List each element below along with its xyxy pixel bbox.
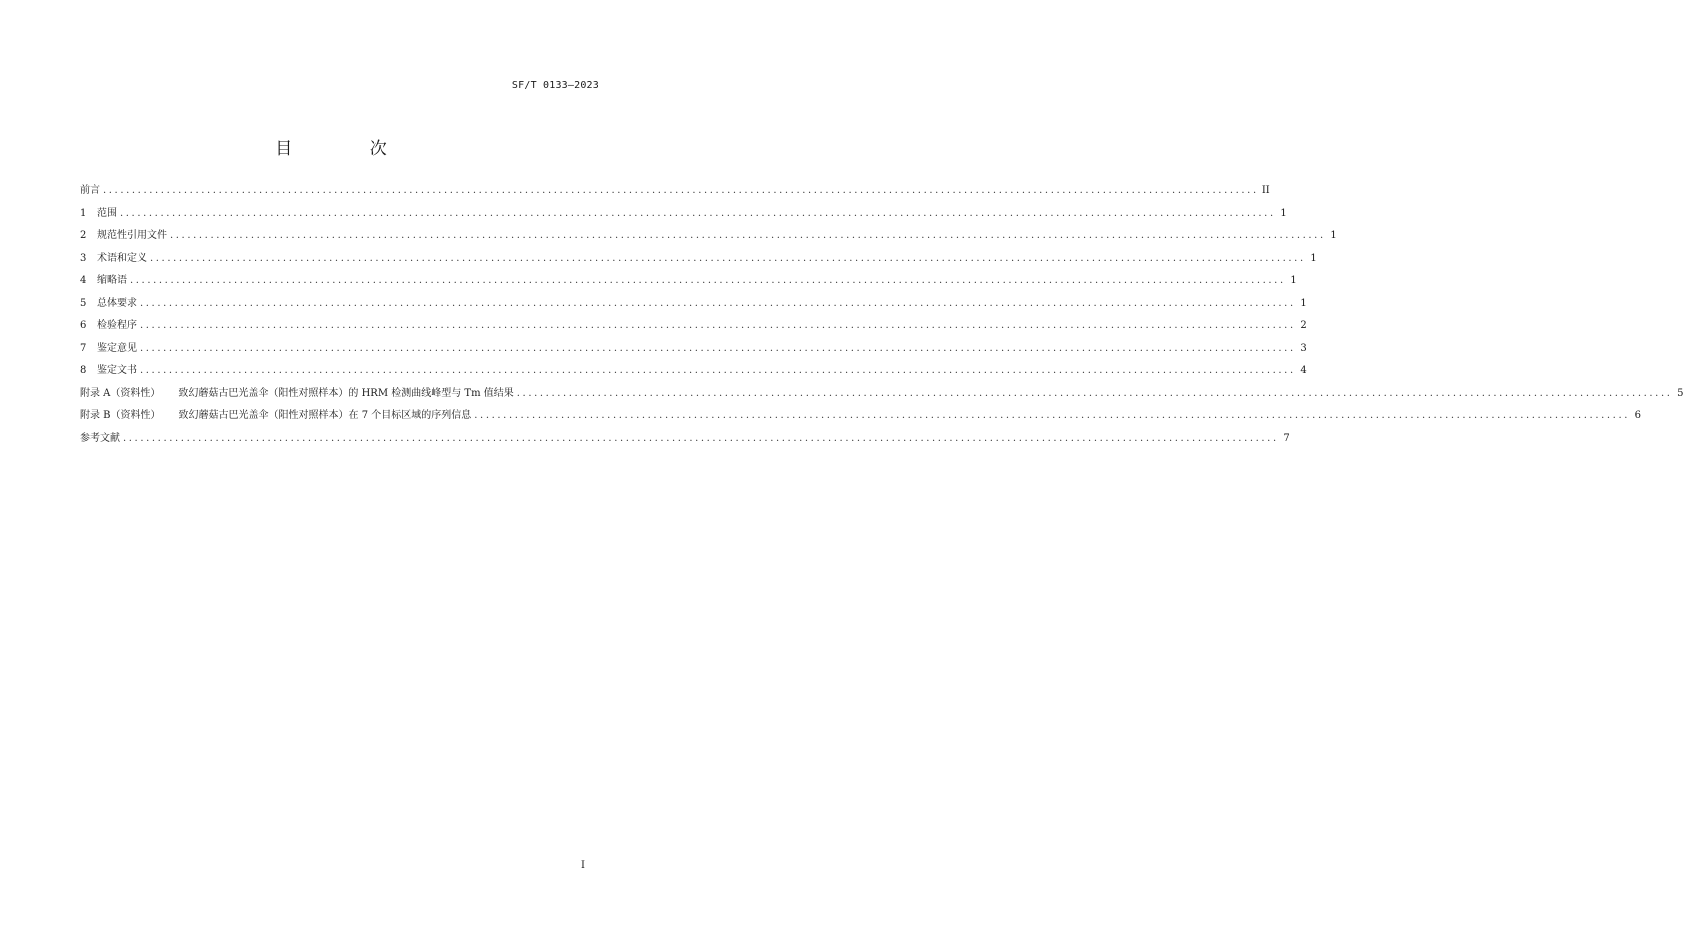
toc-entry-page: 1 xyxy=(1310,252,1317,264)
toc-entry-3[interactable] xyxy=(80,248,1317,271)
toc-entry-page: 2 xyxy=(1300,320,1307,331)
toc-entry-label: 附录 B（资料性） xyxy=(80,410,161,421)
toc-leader-dots: ........................................................................................................................................................................................................ xyxy=(150,252,1306,264)
toc-entry-page: II xyxy=(1261,185,1270,196)
toc-entry-label: 鉴定文书 xyxy=(97,365,137,376)
toc-entry-label: 检验程序 xyxy=(97,320,137,331)
toc-entry-6[interactable] xyxy=(80,315,1307,338)
toc-entry-number: 4 xyxy=(80,275,87,286)
toc-entry-label: 总体要求 xyxy=(97,297,137,309)
toc-leader-dots: ........................................................................................................................................................................................................ xyxy=(140,297,1296,309)
toc-entry-label: 参考文献 xyxy=(80,432,120,444)
toc-entry-bibliography[interactable] xyxy=(80,428,1290,451)
table-of-contents xyxy=(80,180,1684,450)
toc-entry-number: 6 xyxy=(80,320,87,331)
toc-leader-dots: ........................................................................................................................................................................................................ xyxy=(140,342,1296,354)
document-code: SF/T 0133—2023 xyxy=(511,80,599,91)
toc-entry-number: 5 xyxy=(80,297,87,309)
toc-entry-number: 3 xyxy=(80,252,87,264)
toc-leader-dots: ........................................................................................................................................................................................................ xyxy=(130,275,1286,286)
toc-entry-page: 1 xyxy=(1290,275,1297,286)
toc-entry-8[interactable] xyxy=(80,360,1307,383)
toc-leader-dots: ........................................................................................................................................................................................................ xyxy=(474,410,1631,421)
toc-entry-number: 7 xyxy=(80,342,87,354)
toc-leader-dots: ........................................................................................................................................................................................................ xyxy=(103,185,1259,196)
toc-entry-label: 前言 xyxy=(80,185,100,196)
toc-entry-annex-a[interactable] xyxy=(80,383,1684,406)
toc-entry-label: 范围 xyxy=(97,207,117,219)
toc-leader-dots: ........................................................................................................................................................................................................ xyxy=(170,230,1326,241)
toc-entry-label: 附录 A（资料性） xyxy=(80,387,161,399)
toc-entry-label: 鉴定意见 xyxy=(97,342,137,354)
toc-entry-4[interactable] xyxy=(80,270,1297,293)
toc-entry-2[interactable] xyxy=(80,225,1337,248)
toc-entry-page: 5 xyxy=(1677,387,1684,399)
toc-leader-dots: ........................................................................................................................................................................................................ xyxy=(123,432,1279,444)
toc-entry-number: 2 xyxy=(80,230,87,241)
toc-leader-dots: ........................................................................................................................................................................................................ xyxy=(516,387,1673,399)
toc-entry-label: 规范性引用文件 xyxy=(97,230,167,241)
toc-entry-number: 8 xyxy=(80,365,87,376)
toc-entry-annex-title: 致幻蘑菇古巴光盖伞（阳性对照样本）在 7 个目标区域的序列信息 xyxy=(178,410,472,421)
toc-entry-label: 术语和定义 xyxy=(97,252,147,264)
toc-entry-page: 6 xyxy=(1634,410,1642,421)
toc-leader-dots: ........................................................................................................................................................................................................ xyxy=(140,320,1296,331)
toc-entry-label: 缩略语 xyxy=(97,275,127,286)
toc-entry-1[interactable] xyxy=(80,203,1287,226)
page-number: I xyxy=(581,860,585,871)
toc-leader-dots: ........................................................................................................................................................................................................ xyxy=(120,207,1276,219)
toc-entry-annex-title: 致幻蘑菇古巴光盖伞（阳性对照样本）的 HRM 检测曲线峰型与 Tm 值结果 xyxy=(178,387,514,399)
toc-entry-page: 7 xyxy=(1283,432,1290,444)
toc-entry-page: 1 xyxy=(1300,297,1307,309)
toc-entry-page: 1 xyxy=(1330,230,1337,241)
toc-entry-foreword[interactable] xyxy=(80,180,1270,203)
toc-leader-dots: ........................................................................................................................................................................................................ xyxy=(140,365,1296,376)
toc-entry-7[interactable] xyxy=(80,338,1307,361)
toc-entry-5[interactable] xyxy=(80,293,1307,316)
toc-entry-number: 1 xyxy=(80,207,87,219)
toc-entry-page: 3 xyxy=(1300,342,1307,354)
toc-entry-page: 1 xyxy=(1280,207,1287,219)
page-title: 目 次 xyxy=(275,139,423,159)
toc-entry-page: 4 xyxy=(1300,365,1307,376)
toc-entry-annex-b[interactable] xyxy=(80,405,1642,428)
